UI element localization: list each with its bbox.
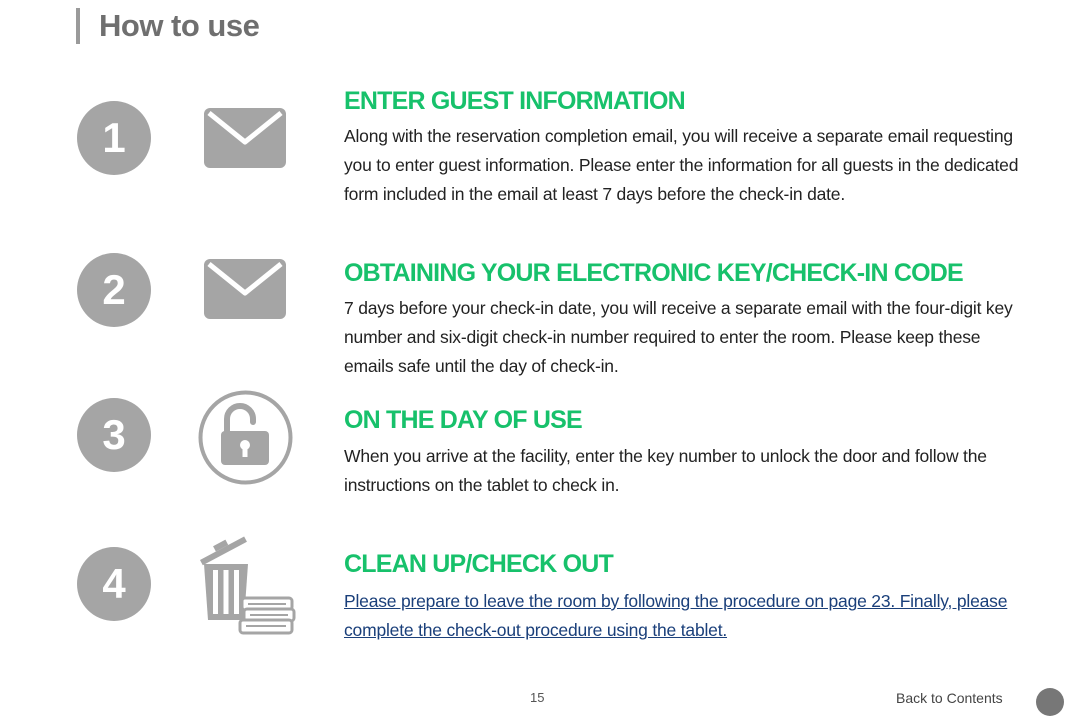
unlocked-padlock-icon <box>197 389 294 491</box>
step-1-number-badge: 1 <box>77 101 151 175</box>
trash-can-with-towels-icon <box>196 528 296 641</box>
page-title: How to use <box>99 8 260 43</box>
step-3-title: ON THE DAY OF USE <box>344 406 582 434</box>
envelope-icon <box>204 108 286 173</box>
page-number: 15 <box>530 690 545 705</box>
step-2-description: 7 days before your check-in date, you will receive a separate email with the four-digit key number and six-digit check-in number required to enter the room. Please keep these emails safe until the day of check-in. <box>344 298 1013 376</box>
envelope-icon <box>204 259 286 324</box>
back-to-contents-link[interactable]: Back to Contents <box>896 690 1003 706</box>
step-1-description: Along with the reservation completion email, you will receive a separate email requesting you to enter guest information. Please enter the information for all guests in the dedicated form included in the email at least 7 days before the check-in date. <box>344 126 1019 204</box>
heading-accent-bar <box>76 8 80 44</box>
step-4-title: CLEAN UP/CHECK OUT <box>344 550 613 578</box>
step-3-description: When you arrive at the facility, enter the key number to unlock the door and follow the instructions on the tablet to check in. <box>344 446 987 495</box>
back-to-top-icon[interactable] <box>1036 688 1064 716</box>
step-4-number-badge: 4 <box>77 547 151 621</box>
step-3-number-badge: 3 <box>77 398 151 472</box>
step-2-title: OBTAINING YOUR ELECTRONIC KEY/CHECK-IN CODE <box>344 259 963 287</box>
step-2-number-badge: 2 <box>77 253 151 327</box>
step-4-description-link[interactable]: Please prepare to leave the room by following the procedure on page 23. Finally, please complete the check-out procedure using the tablet. <box>344 591 1008 640</box>
step-1-title: ENTER GUEST INFORMATION <box>344 87 685 115</box>
